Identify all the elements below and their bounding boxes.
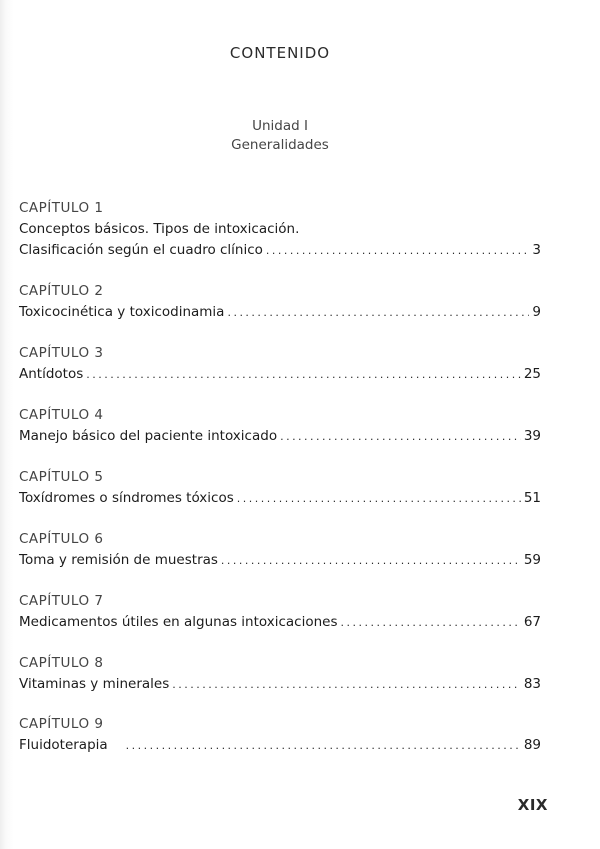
toc-entry <box>19 550 541 571</box>
page-number: 83 <box>523 676 541 692</box>
chapter-label: CAPÍTULO 4 <box>19 407 104 423</box>
toc-entry <box>19 364 541 385</box>
dot-leader <box>341 612 521 633</box>
chapter-title: Fluidoterapia <box>19 737 108 753</box>
chapter-title: Toxicocinética y toxicodinamia <box>19 304 225 320</box>
chapter-title: Manejo básico del paciente intoxicado <box>19 428 278 444</box>
chapter-label: CAPÍTULO 7 <box>19 593 104 609</box>
toc-chapter-3[interactable] <box>19 342 541 385</box>
dot-leader <box>237 488 521 509</box>
page-number: 39 <box>523 428 541 444</box>
toc-chapter-5[interactable] <box>19 466 541 509</box>
page-number: 3 <box>532 242 541 258</box>
chapter-label: CAPÍTULO 8 <box>19 655 104 671</box>
dot-leader <box>280 426 521 447</box>
page-number: 9 <box>532 304 541 320</box>
chapter-label: CAPÍTULO 9 <box>19 716 104 732</box>
toc-entry <box>19 735 541 756</box>
toc-entry <box>19 426 541 447</box>
page-title: CONTENIDO <box>229 44 331 62</box>
chapter-title: Toma y remisión de muestras <box>19 552 218 568</box>
chapter-label: CAPÍTULO 1 <box>19 200 104 216</box>
toc-entry <box>19 674 541 695</box>
chapter-title: Clasificación según el cuadro clínico <box>19 242 263 258</box>
chapter-title-line: Conceptos básicos. Tipos de intoxicación. <box>19 221 300 237</box>
chapter-label: CAPÍTULO 2 <box>19 283 104 299</box>
chapter-label: CAPÍTULO 6 <box>19 531 104 547</box>
page-number: 25 <box>523 366 541 382</box>
dot-leader <box>266 240 529 261</box>
page-folio: XIX <box>517 796 548 814</box>
unit-label: Unidad I <box>252 118 308 134</box>
chapter-title: Antídotos <box>19 366 84 382</box>
page-number: 59 <box>523 552 541 568</box>
toc-chapter-2[interactable] <box>19 280 541 323</box>
chapter-label: CAPÍTULO 5 <box>19 469 104 485</box>
chapter-label: CAPÍTULO 3 <box>19 345 104 361</box>
toc-chapter-7[interactable] <box>19 590 541 633</box>
unit-heading <box>0 117 560 155</box>
toc-chapter-9[interactable] <box>19 713 541 756</box>
toc-chapter-1[interactable] <box>19 197 541 261</box>
page-number: 89 <box>523 737 541 753</box>
chapter-title: Vitaminas y minerales <box>19 676 170 692</box>
toc-entry <box>19 488 541 509</box>
page-number: 67 <box>523 614 541 630</box>
dot-leader <box>126 735 521 756</box>
page-number: 51 <box>523 490 541 506</box>
toc-entry <box>19 612 541 633</box>
toc-chapter-8[interactable] <box>19 652 541 695</box>
toc-entry <box>19 302 541 323</box>
dot-leader <box>221 550 521 571</box>
chapter-title: Toxídromes o síndromes tóxicos <box>19 490 234 506</box>
toc-chapter-4[interactable] <box>19 404 541 447</box>
toc-entry <box>19 240 541 261</box>
dot-leader <box>86 364 521 385</box>
toc-chapter-6[interactable] <box>19 528 541 571</box>
dot-leader <box>227 302 529 323</box>
unit-name: Generalidades <box>231 137 329 153</box>
chapter-title: Medicamentos útiles en algunas intoxicaciones <box>19 614 338 630</box>
dot-leader <box>172 674 521 695</box>
